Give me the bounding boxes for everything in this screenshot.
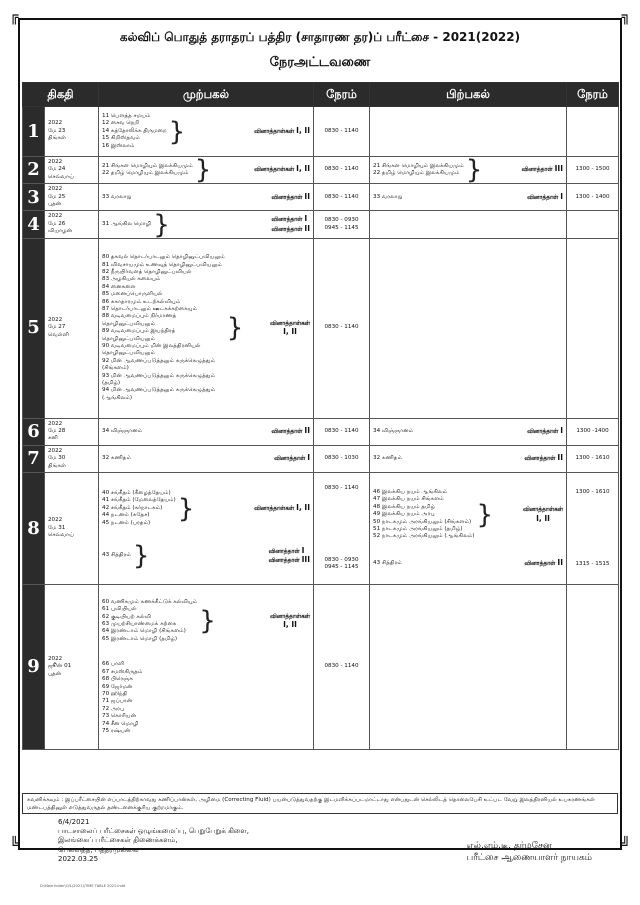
pm-session	[370, 157, 567, 184]
subject-item: 46 இலக்கிய நயம் ஆங்கிலம்	[373, 488, 448, 495]
date-line: 2022	[48, 517, 63, 524]
subject-group	[373, 559, 563, 568]
corner-ornament: ╝	[621, 837, 630, 853]
subject-group	[102, 210, 311, 239]
paper-label	[269, 547, 310, 566]
group-gap	[373, 541, 563, 559]
subject-group	[102, 454, 310, 463]
pm_time-time	[567, 107, 619, 157]
subject-item: 49 இலக்கிய நயம் அரபு	[373, 511, 435, 518]
subject-item: 41 சங்கீதம் (மேலைத்தேயம்)	[102, 497, 176, 504]
time-range: 0830 - 1140	[324, 166, 359, 173]
brace-glyph: }	[153, 210, 170, 239]
timetable	[22, 82, 619, 750]
paper-label	[254, 504, 310, 513]
signature-block	[466, 840, 592, 864]
subject-item: 12 சைவ நெறி	[102, 120, 140, 127]
date-line: மே 28	[48, 428, 66, 435]
paper-label	[270, 614, 310, 629]
day-number: 2	[23, 157, 45, 184]
paper-line	[271, 225, 310, 234]
pm-session	[370, 184, 567, 211]
subject-item: 70 ஹிந்தி	[102, 690, 128, 697]
subject-list	[102, 428, 142, 435]
am_time-time	[314, 184, 370, 211]
am_time-time	[314, 211, 370, 238]
date-line: புதன்	[48, 201, 62, 208]
paper-number: I, II	[283, 620, 297, 630]
date-line: மே 30	[48, 455, 66, 462]
subject-group	[102, 427, 310, 436]
subject-item: 43 சித்திரம்	[373, 559, 402, 566]
brace-glyph: }	[199, 606, 216, 637]
subject-item: 42 சங்கீதம் (கர்நாடகம்)	[102, 504, 163, 511]
day-row	[23, 107, 619, 157]
date-line: சனி	[48, 435, 58, 442]
subject-item: 65 இரண்டாம் மொழி (தமிழ்)	[102, 635, 178, 642]
paper-text: வினாத்தாள்	[527, 194, 561, 201]
paper-number: III	[554, 164, 564, 174]
subject-item: 83 அழகியல் கலையும்	[102, 276, 161, 283]
brace-glyph: }	[476, 499, 493, 530]
day-number: 1	[23, 107, 45, 157]
subject-item: 71 ஜப்பான்	[102, 698, 133, 705]
day-date	[45, 211, 99, 238]
paper-text: வினாத்தாள்கள்	[270, 320, 311, 327]
subject-list	[102, 490, 176, 527]
pm-session	[370, 418, 567, 445]
issuer-line: பெலவத்த, பத்தரமுல்லை	[58, 845, 139, 854]
subject-list	[373, 428, 413, 435]
subject-list	[102, 455, 131, 462]
subject-item: 93 மின் ஆவணப்படுத்தலும் சுருக்கெழுத்தும்	[102, 372, 216, 379]
subject-list	[373, 455, 402, 462]
day-date	[45, 184, 99, 211]
subject-group	[102, 156, 311, 184]
subject-item: தொழினுட்பவியலும்	[102, 350, 155, 357]
subject-item: 85 மனைப்பொருளியல்	[102, 291, 163, 298]
am_time-time	[314, 445, 370, 472]
subject-item: 11 பௌத்த சமயம்	[102, 112, 151, 119]
pm-session	[370, 585, 567, 750]
time-range: 0830 - 1140	[324, 127, 359, 134]
subject-item: 44 நடனம் (சுதேச)	[102, 512, 150, 519]
paper-number: I	[304, 214, 308, 224]
am_time-time	[314, 585, 370, 750]
pm_time-time	[567, 211, 619, 238]
time-range: 0830 - 1140	[324, 663, 359, 670]
time-range: 0830 - 1140	[324, 324, 359, 331]
paper-text: வினாத்தாள்	[524, 456, 558, 463]
paper-text: வினாத்தாள்கள்	[523, 507, 564, 514]
day-row	[23, 238, 619, 418]
subject-item: 62 குடியியற் கல்வி	[102, 613, 152, 620]
subject-list	[373, 560, 402, 567]
subject-item: 48 இலக்கிய நயம் தமிழ்	[373, 503, 436, 510]
date-line: 2022	[48, 655, 63, 662]
subject-item: 45 நடனம் (பரதம்)	[102, 519, 151, 526]
paper-number: I, II	[536, 513, 550, 523]
am_time-time	[314, 238, 370, 418]
am-session	[99, 107, 314, 157]
date-line: மே 23	[48, 127, 66, 134]
day-number: 4	[23, 211, 45, 238]
paper-label	[271, 427, 310, 436]
subject-list	[102, 661, 142, 735]
table-header-row	[23, 83, 619, 107]
pm-session	[370, 211, 567, 238]
day-row	[23, 473, 619, 585]
subject-item: 21 சிங்கள மொழியும் இலக்கியமும்	[373, 162, 464, 169]
time-range: 1300 - 1400	[575, 193, 610, 200]
paper-text: வினாத்தாள்	[268, 548, 302, 555]
pm_time-time	[567, 585, 619, 750]
subject-group	[102, 490, 310, 527]
subject-item: 72 அரபு	[102, 705, 125, 712]
header-time-am: நேரம்	[314, 83, 370, 107]
header-afternoon: பிற்பகல்	[370, 83, 567, 107]
day-row	[23, 157, 619, 184]
date-line: மே 26	[48, 220, 66, 227]
paper-label	[527, 427, 563, 436]
paper-text: வினாத்தாள்	[274, 456, 308, 463]
pm_time-time	[567, 184, 619, 211]
day-number: 6	[23, 418, 45, 445]
subject-item: 47 இலக்கிய நயம் சிங்களம்	[373, 496, 444, 503]
paper-label	[254, 165, 310, 174]
paper-label	[524, 559, 563, 568]
subject-item: 80 தகவல் தொடர்பாடலும் தொழினுட்பவியலும்	[102, 254, 225, 261]
paper-number: I	[301, 545, 305, 555]
am-session	[99, 445, 314, 472]
day-row	[23, 585, 619, 750]
pm_time-time	[567, 418, 619, 445]
time-range: 0830 - 0930	[324, 556, 359, 563]
day-number: 3	[23, 184, 45, 211]
pm_time-time	[567, 445, 619, 472]
time-range: 0830 - 1030	[324, 455, 359, 462]
subject-list	[373, 194, 402, 201]
paper-number: I, II	[283, 327, 297, 337]
subject-item: 63 முயற்சியாண்மைக் கற்கை	[102, 621, 177, 628]
date-line: புதன்	[48, 670, 62, 677]
subject-item: 40 சங்கீதம் (கீழைத்தேயம்)	[102, 490, 171, 497]
subject-group	[373, 427, 563, 436]
date-line: மே 31	[48, 524, 66, 531]
paper-number: I	[560, 426, 564, 436]
subject-item: 94 மின் ஆவணப்படுத்தலும் சுருக்கெழுத்தும்	[102, 387, 216, 394]
subject-item: 33 வரலாறு	[373, 193, 403, 200]
date-line: வெள்ளி	[48, 331, 69, 338]
subject-item: 89 வடிவமைப்பும் இயந்திரத்	[102, 328, 176, 335]
issuer-line: 6/4/2021	[58, 818, 90, 826]
time-range: 0830 - 1140	[324, 428, 359, 435]
day-number: 9	[23, 585, 45, 750]
paper-label	[271, 193, 310, 202]
signatory-title: பரீட்சை ஆணையாளர் நாயகம்	[466, 853, 592, 863]
corner-ornament: ╔	[10, 9, 19, 25]
subject-item: 69 ஜேர்மன்	[102, 683, 133, 690]
page-subtitle: நேரஅட்டவணை	[269, 55, 371, 70]
corner-ornament: ╚	[10, 837, 19, 853]
subject-item: 74 சீன மொழி	[102, 720, 139, 727]
page-title: கல்விப் பொதுத் தராதரப் பத்திர (சாதாரண தர)ப் பரீட்சை - 2021(2022)	[119, 30, 521, 44]
pm-session	[370, 473, 567, 585]
subject-item: 88 வடிவமைப்பும் நிர்மாணத்	[102, 313, 177, 320]
subject-group	[102, 541, 311, 572]
date-line: 2022	[48, 213, 63, 220]
time-range: 0830 - 1140	[324, 485, 359, 492]
day-date	[45, 238, 99, 418]
brace-glyph: }	[177, 493, 195, 524]
paper-number: I	[307, 453, 311, 463]
date-line: ஜூன் 01	[48, 663, 72, 670]
am-session	[99, 418, 314, 445]
am-session	[99, 184, 314, 211]
subject-item: 22 தமிழ் மொழியும் இலக்கியமும்	[373, 170, 460, 177]
am-session	[99, 211, 314, 238]
paper-label	[522, 165, 563, 174]
paper-number: II	[557, 557, 564, 567]
issuer-line: பாடசாலைப் பரீட்சைகள் ஒழுங்கமைப்பு, பெறுபேறுக் கிளை,	[58, 827, 249, 836]
date-line: 2022	[48, 317, 63, 324]
date-line: 2022	[48, 159, 63, 165]
subject-group	[102, 599, 310, 643]
paper-text: வினாத்தாள்	[527, 429, 561, 436]
subject-group	[102, 193, 310, 202]
subject-item: 67 சமஸ்கிருதம்	[102, 668, 143, 675]
paper-text: வினாத்தாள்கள்	[270, 613, 311, 620]
paper-number: III	[301, 555, 311, 565]
issuer-block	[58, 818, 249, 864]
subject-group	[102, 661, 310, 735]
warning-note: கவனிக்கவும் : இப்பரீட்சையின் எப்பாடத்திற்காவது கணிப்பான்கள், அழிமை (Correcting Fluid) பயன்படுத்துவதற்கு இடமளிக்கப்படமாட்டாது என்பதுடன் செல்லிடத் தொலைபேசி உட்பட வேறு இலத்திரனியல் உபகரணங்கள் மண்டபத்தினுள் எடுத்துவருதல் தண்டனைக்குரிய குற்றமாகும்.	[22, 793, 618, 814]
paper-number: II	[304, 223, 311, 233]
paper-number: II	[304, 191, 311, 201]
subject-list	[102, 599, 197, 643]
subject-item: 31 ஆங்கில மொழி	[102, 220, 152, 227]
file-reference: D:\New folder\O/L(2021)\TIME TABLE 2021.indd	[40, 884, 126, 888]
subject-group	[373, 156, 564, 184]
paper-label	[271, 215, 310, 234]
time-range: 1300 - 1610	[575, 455, 610, 462]
subject-list	[102, 113, 167, 150]
date-line: திங்கள்	[48, 462, 67, 469]
day-date	[45, 473, 99, 585]
paper-number: I, II	[296, 502, 311, 512]
pm-session	[370, 445, 567, 472]
date-line: 2022	[48, 120, 63, 127]
subject-item: 66 பாளி	[102, 661, 125, 668]
paper-text: வினாத்தாள்கள்	[254, 128, 297, 135]
subject-list	[102, 221, 151, 228]
paper-label	[274, 454, 310, 463]
time-range: 0830 - 0930	[324, 217, 359, 224]
paper-text: வினாத்தாள்கள்	[254, 505, 297, 512]
time-range: 1315 - 1515	[575, 560, 610, 567]
paper-line	[269, 556, 310, 565]
pm-session	[370, 238, 567, 418]
paper-number: I, II	[296, 164, 311, 174]
subject-group	[102, 113, 310, 150]
am-session	[99, 585, 314, 750]
brace-glyph: }	[132, 541, 150, 572]
subject-item: 43 சித்திரம்	[102, 552, 131, 559]
time-range: 1300 - 1610	[575, 489, 610, 496]
header-morning: முற்பகல்	[99, 83, 314, 107]
am-session	[99, 157, 314, 184]
subject-group	[102, 254, 310, 402]
date-line: மே 25	[48, 193, 66, 200]
subject-item: 34 விஞ்ஞானம்	[373, 428, 414, 435]
day-row	[23, 445, 619, 472]
subject-group	[373, 489, 563, 541]
issuer-line: 2022.03.25	[58, 854, 99, 863]
date-line: வியாழன்	[48, 228, 73, 235]
subject-item: தொழினுட்பவியலும்	[102, 320, 155, 327]
subject-item: 34 விஞ்ஞானம்	[102, 428, 143, 435]
subject-item: 73 கொரியன்	[102, 713, 137, 720]
paper-label	[524, 454, 563, 463]
pm_time-time	[567, 157, 619, 184]
subject-item: 14 கத்தோலிக்க திருமறை	[102, 127, 167, 134]
paper-text: வினாத்தாள்	[271, 194, 305, 201]
am_time-time	[314, 157, 370, 184]
paper-number: I	[560, 191, 564, 201]
date-line: 2022	[48, 186, 63, 193]
day-number: 8	[23, 473, 45, 585]
subject-list	[373, 163, 464, 178]
paper-text: வினாத்தாள்	[521, 167, 555, 174]
corner-ornament: ╗	[621, 9, 630, 25]
subject-item: 52 நாடகமும் அரங்கியலும் (ஆங்கிலம்)	[373, 533, 475, 540]
subject-item: 60 வணிகமும் கணக்கீட்டுக் கல்வியும்	[102, 598, 198, 605]
time-range: 1300 - 1500	[575, 166, 610, 173]
signatory-name: எல்.எம்.டீ. தர்மசேன	[466, 841, 552, 851]
paper-text: வினாத்தாள்	[271, 429, 305, 436]
brace-glyph: }	[168, 116, 186, 147]
subject-item: 90 வடிவமைப்பும் மின் இலத்திரனியல்	[102, 342, 201, 349]
subject-item: 50 நாடகமும் அரங்கியலும் (சிங்களம்)	[373, 518, 472, 525]
subject-item: 33 வரலாறு	[102, 193, 132, 200]
header-time-pm: நேரம்	[567, 83, 619, 107]
am_time-time	[314, 473, 370, 585]
subject-group	[373, 193, 563, 202]
paper-label	[270, 321, 310, 336]
subject-item: 92 மின் ஆவணப்படுத்தலும் சுருக்கெழுத்தும்	[102, 357, 216, 364]
day-row	[23, 184, 619, 211]
issuer-line: இலங்கைப் பரீட்சைகள் திணைக்களம்,	[58, 836, 178, 845]
subject-item: 68 பிரெஞ்சு	[102, 676, 133, 683]
subject-item: 87 தொடர்பாடலும் ஊடகக்கற்கையும்	[102, 305, 197, 312]
subject-item: 64 இரண்டாம் மொழி (சிங்களம்)	[102, 628, 186, 635]
day-date	[45, 157, 99, 184]
subject-item: 32 கணிதம்	[102, 455, 131, 462]
subject-item: 22 தமிழ் மொழியும் இலக்கியமும்	[102, 170, 189, 177]
subject-item: 84 னைகளை	[102, 283, 136, 290]
paper-text: வினாத்தாள்	[268, 558, 302, 565]
day-number: 7	[23, 445, 45, 472]
subject-item: 86 சுகாதாரமும் உடற்கல்வியும்	[102, 298, 181, 305]
brace-glyph: }	[226, 313, 244, 344]
brace-glyph: }	[194, 156, 212, 184]
subject-list	[373, 489, 474, 541]
group-gap	[102, 643, 310, 661]
paper-text: வினாத்தாள்கள்	[254, 167, 297, 174]
date-line: 2022	[48, 447, 63, 454]
subject-list	[102, 194, 131, 201]
pm-session	[370, 107, 567, 157]
date-line: மே 24	[48, 166, 66, 173]
paper-number: II	[304, 426, 311, 436]
subject-item: 21 சிங்கள மொழியும் இலக்கியமும்	[102, 162, 193, 169]
subject-item: 16 இஸ்லாம்	[102, 142, 135, 149]
time-range: 0945 - 1145	[324, 564, 359, 571]
subject-item: 32 கணிதம்	[373, 455, 402, 462]
day-number: 5	[23, 238, 45, 418]
date-line: திங்கள்	[48, 135, 67, 142]
day-date	[45, 107, 99, 157]
subject-item: (தமிழ்)	[102, 380, 121, 386]
subject-item: தொழினுட்பவியலும்	[102, 335, 155, 342]
date-line: மே 27	[48, 324, 66, 331]
subject-item: (சிங்களம்)	[102, 365, 129, 372]
paper-number: II	[557, 453, 564, 463]
paper-label	[527, 193, 563, 202]
subject-item: 75 ரஷ்யன்	[102, 727, 131, 734]
paper-label	[254, 127, 310, 136]
day-date	[45, 445, 99, 472]
subject-list	[102, 163, 193, 178]
subject-list	[102, 552, 131, 559]
date-line: 2022	[48, 420, 63, 427]
am-session	[99, 238, 314, 418]
am_time-time	[314, 418, 370, 445]
subject-item: 81 விவசாயமும் உணவுத் தொழினுட்பவியலும்	[102, 261, 222, 268]
subject-item: (ஆங்கிலம்)	[102, 394, 133, 401]
date-line: செவ்வாய்	[48, 173, 74, 180]
subject-group	[373, 454, 563, 463]
subject-item: 82 நீருயிர்வளத் தொழினுட்பவியல்	[102, 268, 192, 275]
pm_time-time	[567, 238, 619, 418]
header-date: திகதி	[23, 83, 99, 107]
am-session	[99, 473, 314, 585]
brace-glyph: }	[465, 156, 483, 184]
time-range: 0945 - 1145	[324, 224, 359, 231]
paper-label	[523, 507, 563, 522]
paper-number: I, II	[296, 125, 311, 135]
day-date	[45, 585, 99, 750]
time-range: 1300 -1400	[576, 428, 609, 435]
am_time-time	[314, 107, 370, 157]
subject-item: 51 நாடகமும் அரங்கியலும் (தமிழ்)	[373, 526, 463, 532]
paper-text: வினாத்தாள்	[271, 226, 305, 233]
date-line: செவ்வாய்	[48, 532, 74, 539]
subject-list	[102, 254, 225, 402]
day-date	[45, 418, 99, 445]
time-range: 0830 - 1140	[324, 193, 359, 200]
subject-item: 15 கிறிஸ்தவம்	[102, 135, 140, 142]
pm_time-time	[567, 473, 619, 585]
subject-item: 61 புவியியல்	[102, 606, 137, 613]
day-row	[23, 418, 619, 445]
day-row	[23, 211, 619, 238]
paper-text: வினாத்தாள்	[271, 217, 305, 224]
paper-text: வினாத்தாள்	[524, 560, 558, 567]
